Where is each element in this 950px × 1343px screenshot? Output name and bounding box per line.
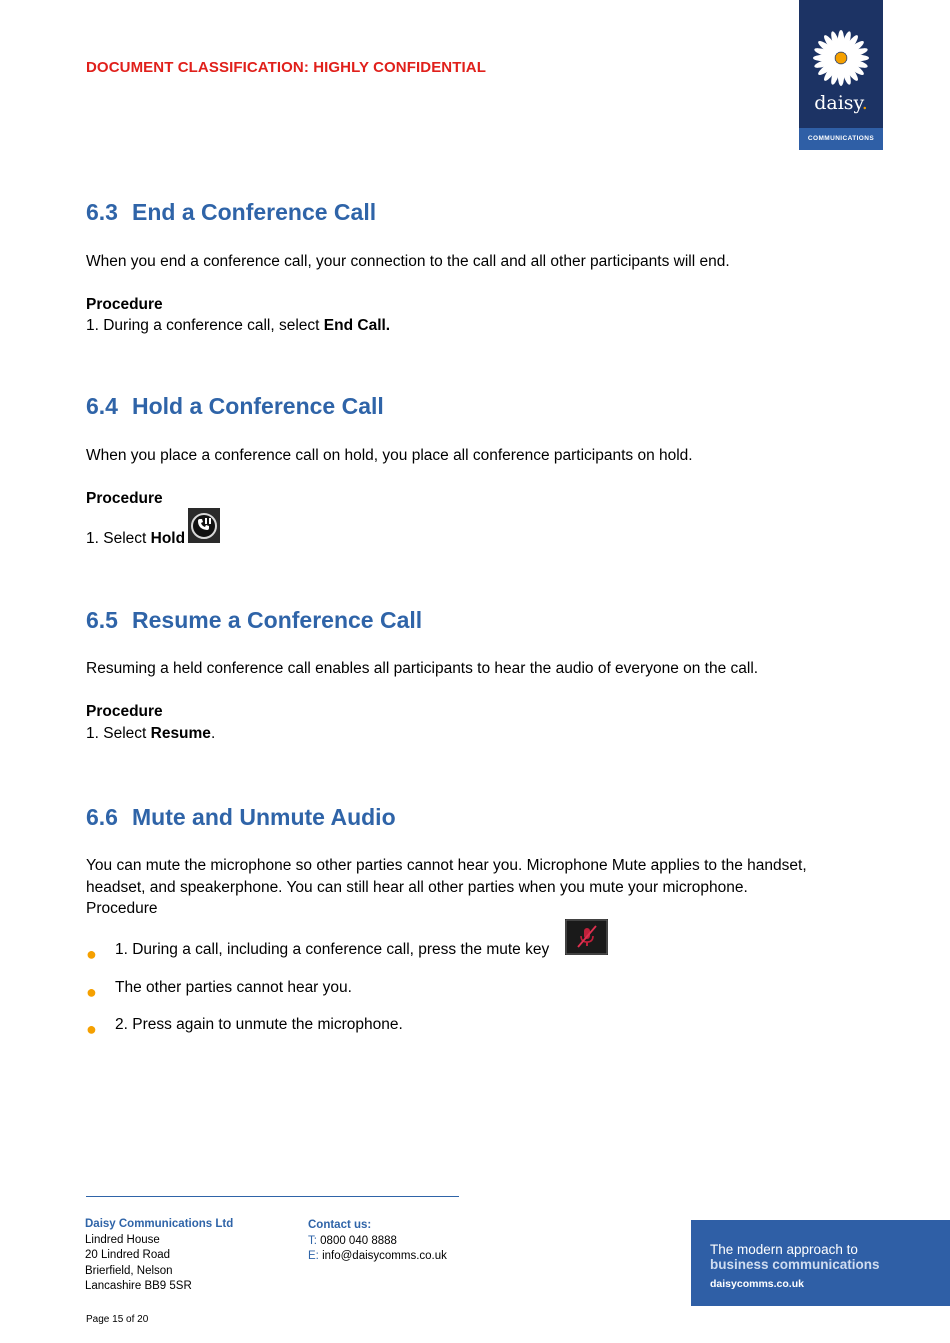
section-intro-6-5: Resuming a held conference call enables all participants to hear the audio of everyone on the call. [86,660,759,677]
section-heading-6-3: 6.3 End a Conference Call [86,199,377,225]
footer-address-line: Lindred House [85,1233,160,1246]
footer-contact [308,1218,447,1265]
footer-address-line: Lancashire BB9 5SR [85,1280,192,1292]
section-intro-6-6-line1: You can mute the microphone so other parties cannot hear you. Microphone Mute applies to the handset, [86,857,807,874]
procedure-label-6-3: Procedure [86,296,163,313]
bullet-item: 1. During a call, including a conference call, press the mute key [115,941,550,958]
footer-contact-heading: Contact us: [308,1219,372,1231]
bullet-marker: ● [86,982,97,1002]
footer-company: Daisy Communications Ltd [85,1218,234,1230]
footer-address [85,1217,233,1295]
banner-url[interactable]: daisycomms.co.uk [710,1278,804,1290]
section-heading-6-6: 6.6 Mute and Unmute Audio [86,804,396,830]
bullet-marker: ● [86,944,97,964]
bullet-marker: ● [86,1019,97,1039]
daisy-logo [799,0,883,150]
section-intro-6-6-line2: headset, and speakerphone. You can still hear all other parties when you mute your microphone. [86,879,748,896]
daisy-flower-logo-icon [807,26,875,94]
procedure-label-6-5: Procedure [86,703,163,720]
procedure-step-6-3: 1. During a conference call, select End Call. [86,317,391,334]
footer-address-line: Brierfield, Nelson [85,1264,173,1277]
banner-tagline-2: business communications [710,1257,880,1272]
logo-wordmark: daisy. [814,92,868,114]
classification-label: DOCUMENT CLASSIFICATION: HIGHLY CONFIDENTIAL [86,59,486,76]
section-heading-6-5: 6.5 Resume a Conference Call [86,607,423,633]
procedure-step-6-5: 1. Select Resume. [86,725,216,742]
procedure-step-6-4: 1. Select Hold [86,530,186,547]
procedure-label-6-4: Procedure [86,490,163,507]
procedure-label-6-6: Procedure [86,900,158,917]
page-number: Page 15 of 20 [86,1314,149,1325]
section-heading-6-4: 6.4 Hold a Conference Call [86,393,384,419]
hold-call-icon [188,508,220,543]
footer-banner [691,1220,950,1306]
footer-divider [86,1196,459,1197]
footer-phone: T: 0800 040 8888 [308,1234,397,1247]
mute-key-icon [565,919,608,955]
bullet-item: 2. Press again to unmute the microphone. [115,1016,403,1033]
footer-address-line: 20 Lindred Road [85,1249,171,1261]
bullet-item: The other parties cannot hear you. [115,979,352,996]
section-intro-6-4: When you place a conference call on hold, you place all conference participants on hold. [86,447,693,464]
footer-email[interactable]: E: info@daisycomms.co.uk [308,1250,447,1262]
banner-tagline-1: The modern approach to [710,1242,858,1257]
logo-strip: COMMUNICATIONS [799,128,883,150]
section-intro-6-3: When you end a conference call, your connection to the call and all other participants will end. [86,253,730,270]
